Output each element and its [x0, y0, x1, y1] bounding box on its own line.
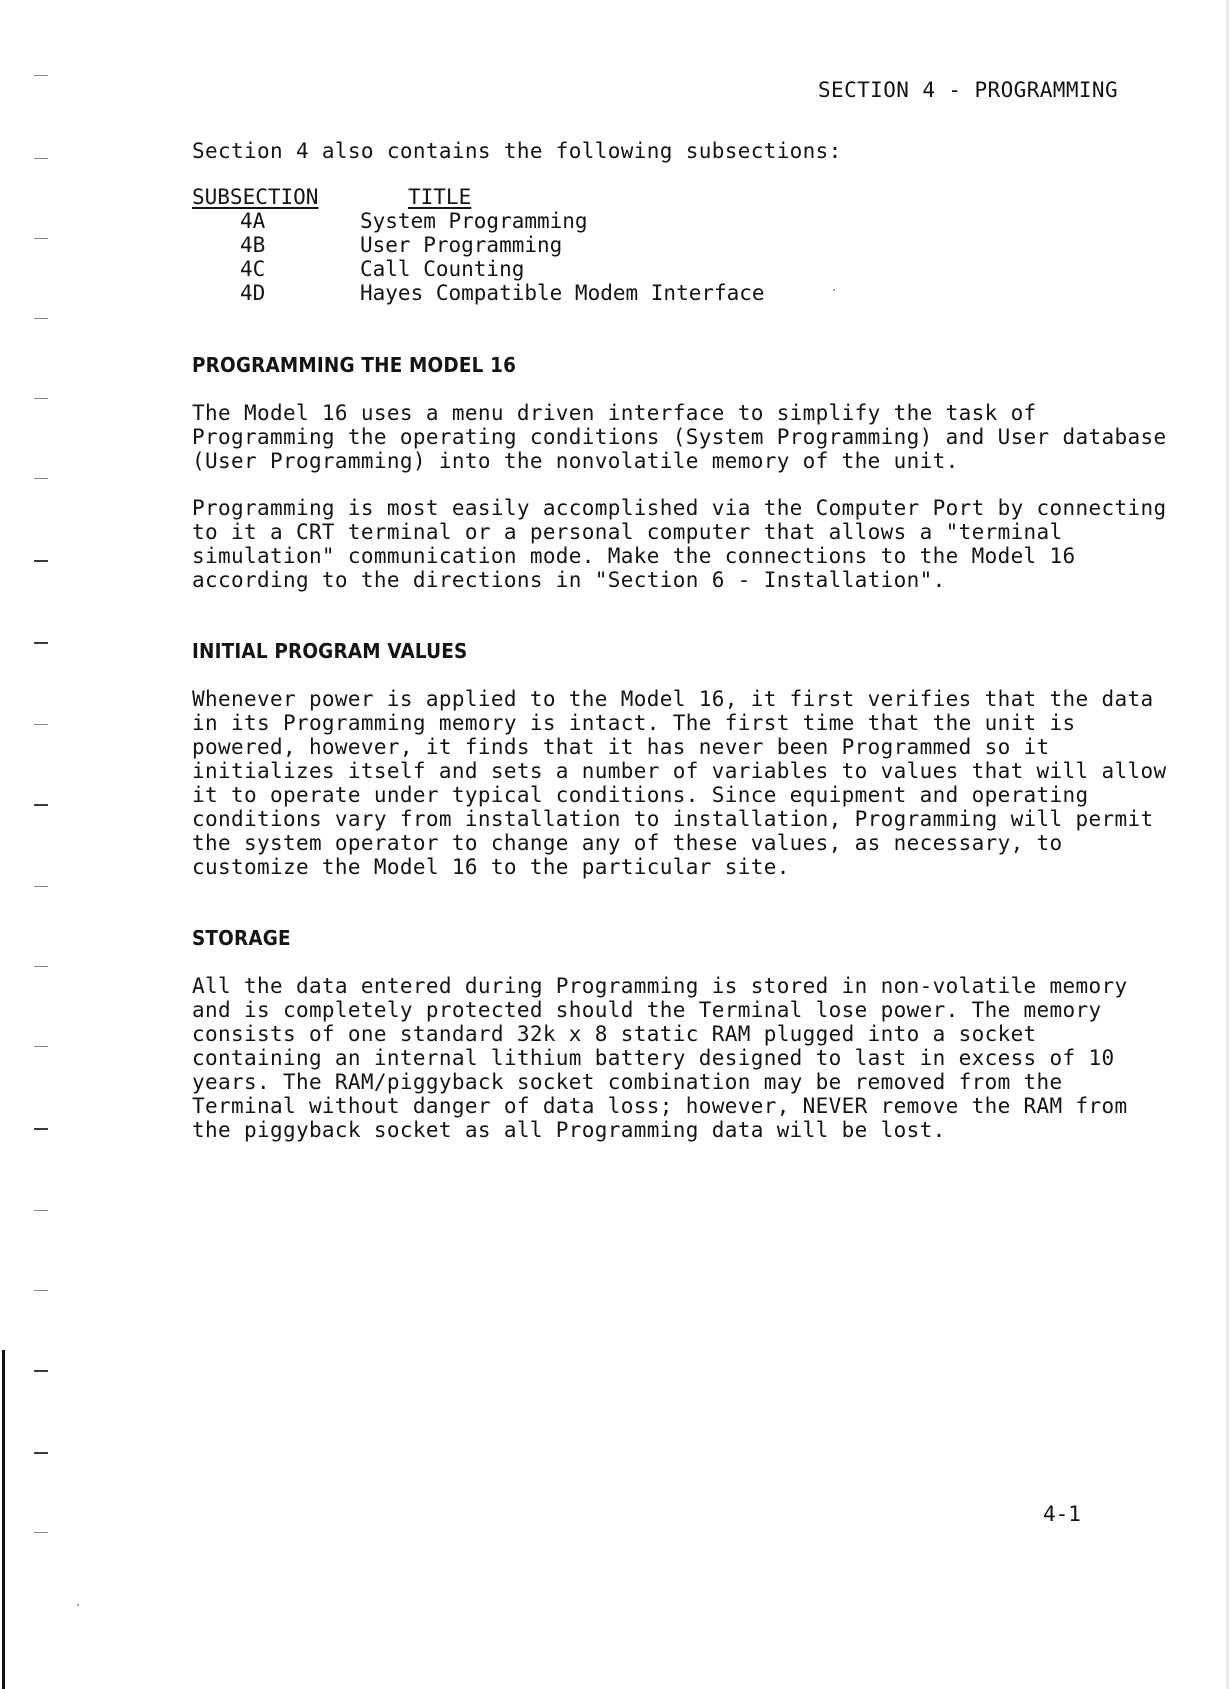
- initial-values-heading: INITIAL PROGRAM VALUES: [192, 639, 468, 663]
- margin-mark: [34, 642, 48, 644]
- margin-mark: [34, 804, 48, 806]
- programming-heading: PROGRAMMING THE MODEL 16: [192, 353, 517, 377]
- margin-mark: [34, 1452, 48, 1454]
- scan-speck: [833, 289, 835, 291]
- margin-mark: [34, 75, 48, 76]
- subsection-code: 4C: [240, 257, 266, 281]
- margin-mark: [34, 398, 48, 399]
- subsection-code: 4A: [240, 209, 266, 233]
- margin-mark: [34, 1290, 48, 1291]
- margin-mark: [34, 1532, 48, 1533]
- column-header-subsection: SUBSECTION: [192, 185, 319, 209]
- scan-speck: [77, 1604, 79, 1606]
- programming-paragraph-1: The Model 16 uses a menu driven interface to simplify the task of Programming the operating conditions (System Programming) and User database (User Programming) into the nonvolatile memory of the unit.: [192, 401, 1167, 473]
- margin-mark: [34, 158, 48, 159]
- initial-values-paragraph: Whenever power is applied to the Model 16, it first verifies that the data in its Programming memory is intact. The first time that the unit is powered, however, it finds that it has never been Programmed so it initializes itself and sets a number of variables to values that will allow it to operate under typical conditions. Since equipment and operating conditions vary from installation to installation, Programming will permit the system operator to change any of these values, as necessary, to customize the Model 16 to the particular site.: [192, 687, 1167, 879]
- subsection-title: System Programming: [360, 209, 588, 233]
- margin-mark: [34, 886, 48, 887]
- margin-mark: [34, 1046, 48, 1047]
- storage-heading: STORAGE: [192, 926, 291, 950]
- margin-mark: [34, 724, 48, 725]
- section-header: SECTION 4 - PROGRAMMING: [818, 78, 1118, 102]
- margin-mark: [34, 318, 48, 319]
- column-header-title: TITLE: [408, 185, 472, 209]
- margin-mark: [34, 1128, 48, 1130]
- margin-mark: [34, 966, 48, 967]
- storage-paragraph: All the data entered during Programming is stored in non-volatile memory and is completely protected should the Terminal lose power. The memory consists of one standard 32k x 8 static RAM plugged into a socket containing an internal lithium battery designed to last in excess of 10 years. The RAM/piggyback socket combination may be removed from the Terminal without danger of data loss; however, NEVER remove the RAM from the piggyback socket as all Programming data will be lost.: [192, 974, 1128, 1142]
- subsection-title: User Programming: [360, 233, 563, 257]
- programming-paragraph-2: Programming is most easily accomplished via the Computer Port by connecting to it a CRT terminal or a personal computer that allows a "terminal simulation" communication mode. Make the connections to the Model 16 according to the directions in "Section 6 - Installation".: [192, 496, 1167, 592]
- intro-text: Section 4 also contains the following subsections:: [192, 139, 842, 163]
- scan-edge-line: [2, 1350, 5, 1689]
- margin-mark: [34, 238, 48, 239]
- margin-mark: [34, 1210, 48, 1211]
- margin-mark: [34, 560, 48, 562]
- margin-mark: [34, 478, 48, 479]
- subsection-code: 4D: [240, 281, 266, 305]
- subsection-title: Hayes Compatible Modem Interface: [360, 281, 765, 305]
- subsection-title: Call Counting: [360, 257, 525, 281]
- margin-mark: [34, 1370, 48, 1372]
- page-number: 4-1: [1043, 1502, 1081, 1526]
- subsection-code: 4B: [240, 233, 266, 257]
